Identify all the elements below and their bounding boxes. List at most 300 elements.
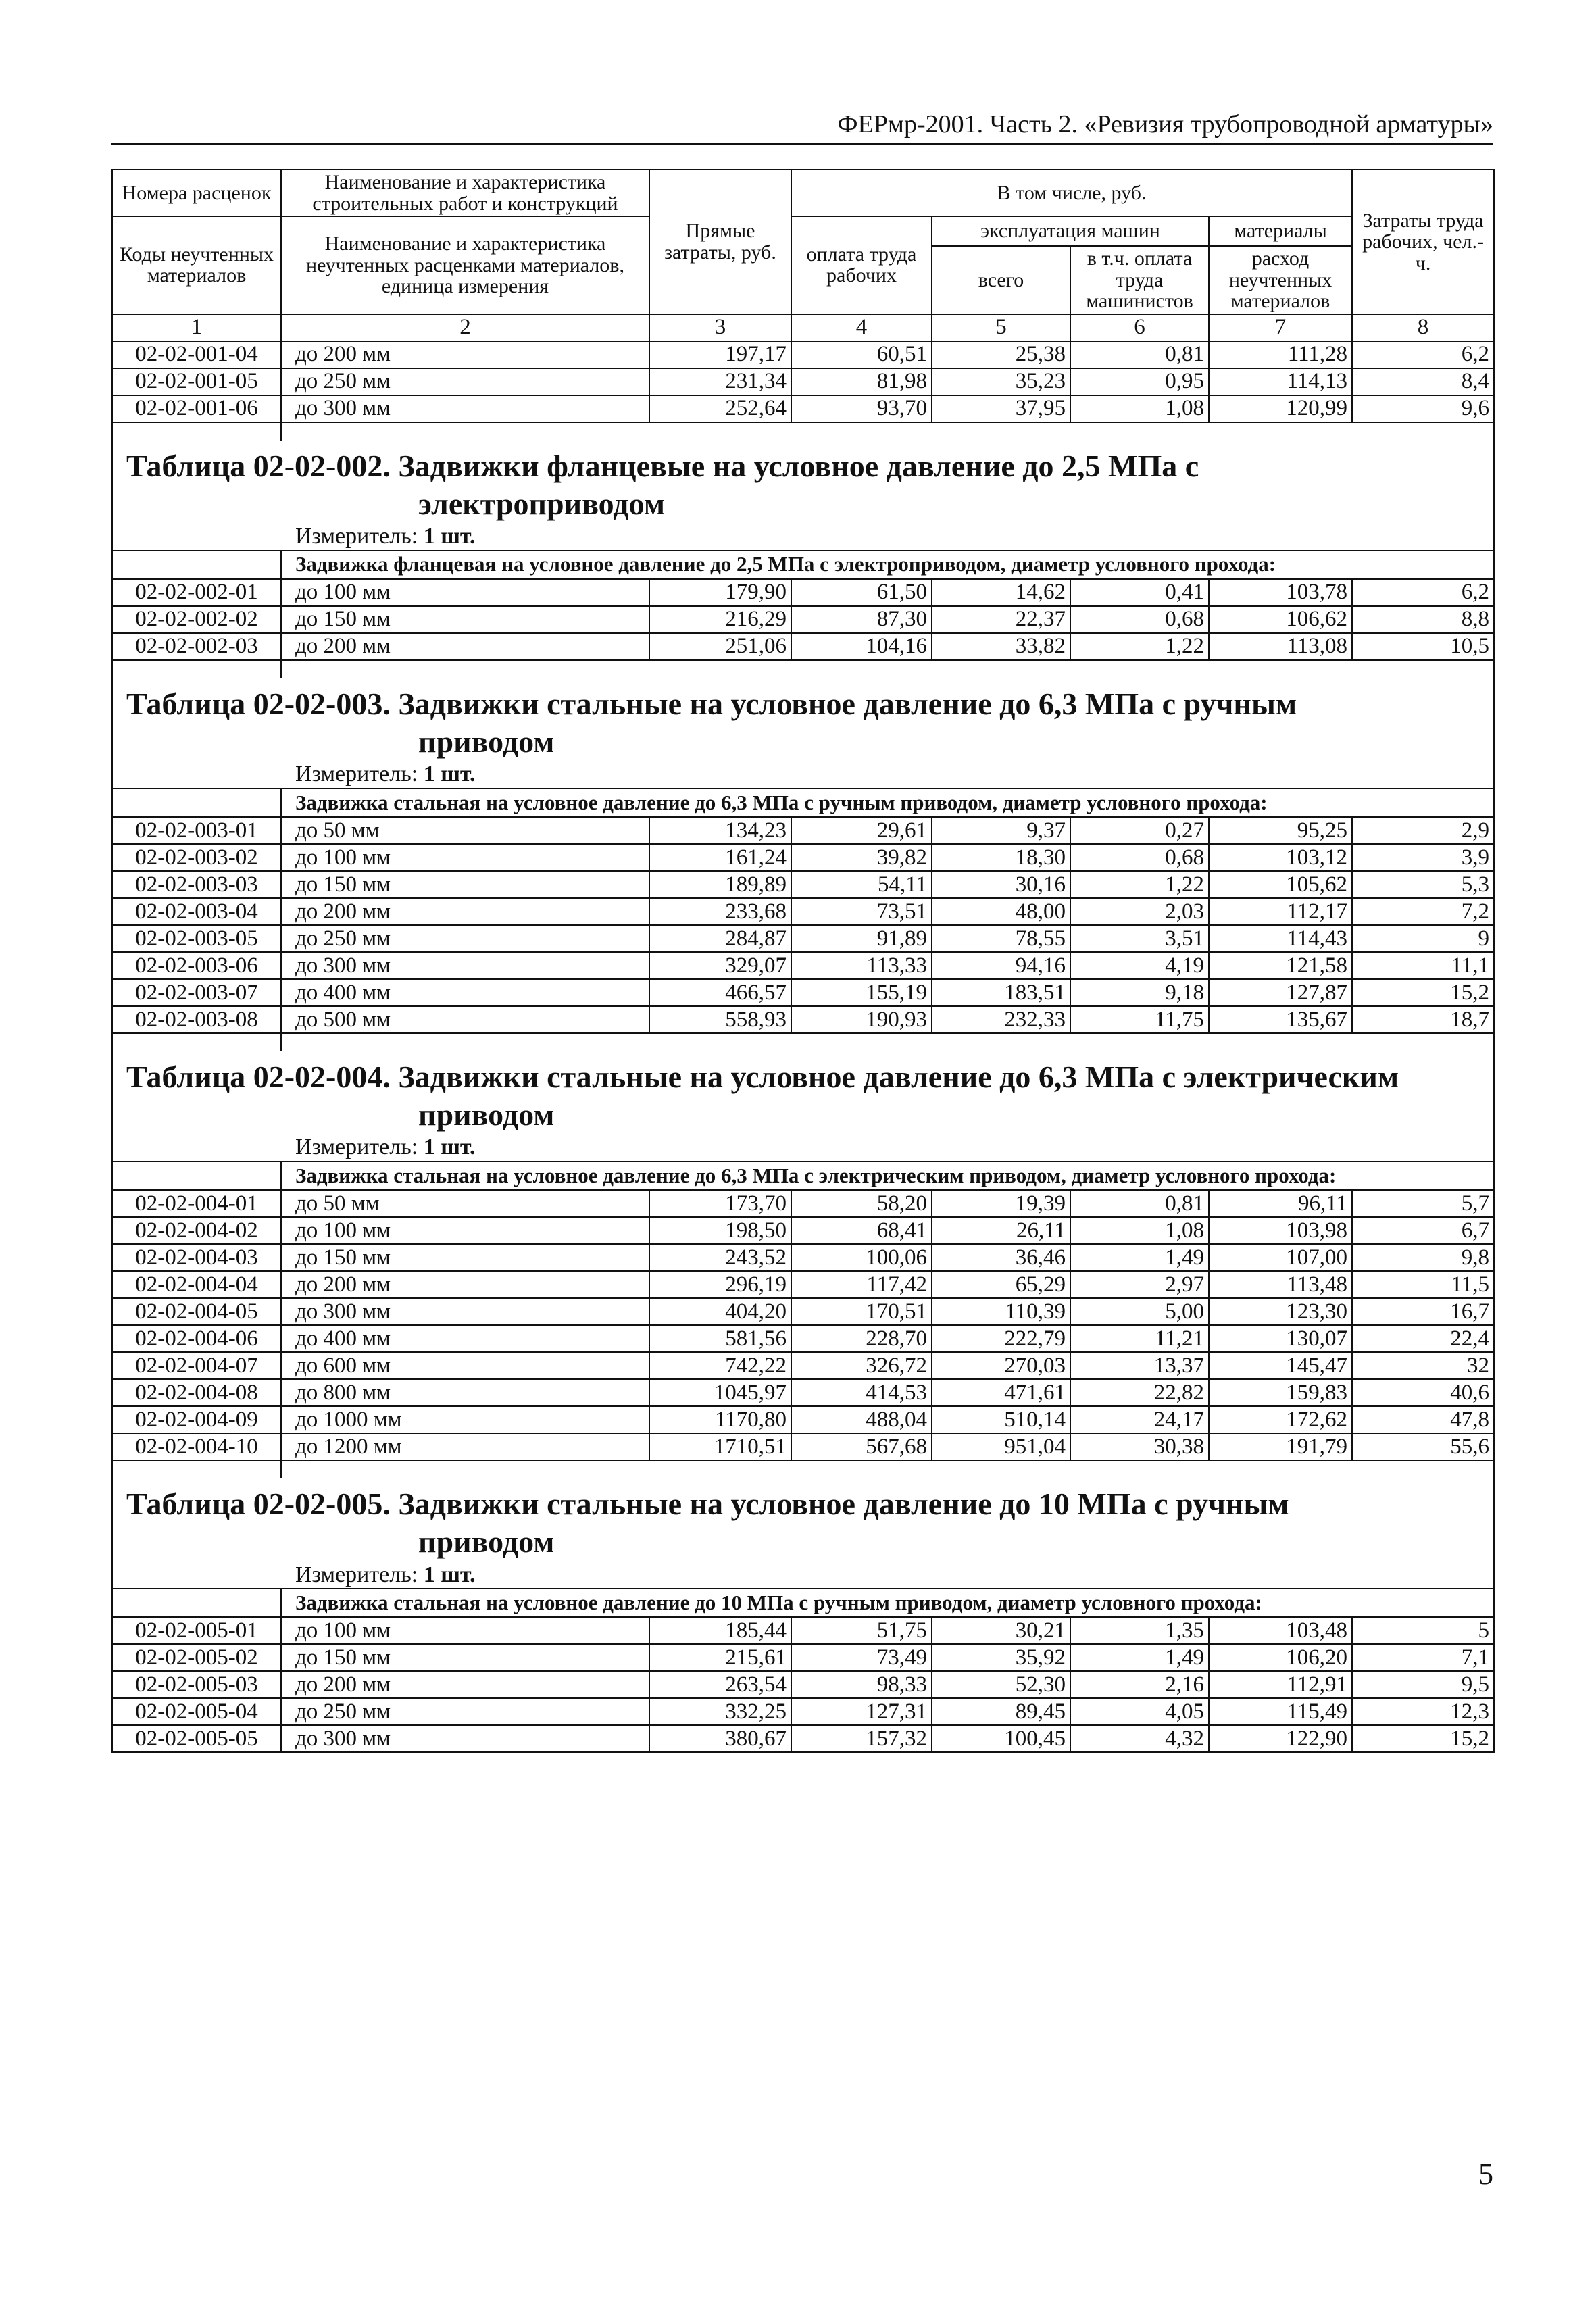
value-cell: 24,17 — [1070, 1406, 1209, 1433]
value-cell: 4,32 — [1070, 1725, 1209, 1752]
value-cell: 106,20 — [1209, 1644, 1352, 1671]
item-name: до 200 мм — [281, 1271, 649, 1298]
item-name: до 200 мм — [281, 633, 649, 660]
measure-unit — [112, 1134, 1494, 1162]
table-row — [112, 579, 1494, 606]
value-cell: 1710,51 — [649, 1433, 791, 1460]
value-cell: 25,38 — [932, 341, 1070, 368]
table-row — [112, 368, 1494, 395]
column-number: 5 — [932, 314, 1070, 341]
item-name: до 600 мм — [281, 1352, 649, 1379]
value-cell: 4,05 — [1070, 1698, 1209, 1725]
value-cell: 121,58 — [1209, 952, 1352, 979]
value-cell: 263,54 — [649, 1671, 791, 1698]
value-cell: 222,79 — [932, 1325, 1070, 1352]
table-title-line1: Таблица 02-02-005. Задвижки стальные на условное давление до 10 МПа с ручным — [126, 1487, 1289, 1522]
table-title-row — [112, 441, 1494, 523]
value-cell: 414,53 — [791, 1379, 932, 1406]
rate-code: 02-02-002-03 — [112, 633, 281, 660]
value-cell: 742,22 — [649, 1352, 791, 1379]
column-numbers-row — [112, 314, 1494, 341]
value-cell: 0,68 — [1070, 606, 1209, 633]
table-row — [112, 1006, 1494, 1033]
value-cell: 228,70 — [791, 1325, 932, 1352]
value-cell: 558,93 — [649, 1006, 791, 1033]
value-cell: 1,35 — [1070, 1617, 1209, 1644]
value-cell: 1,08 — [1070, 395, 1209, 422]
value-cell: 8,4 — [1352, 368, 1494, 395]
item-name: до 150 мм — [281, 1644, 649, 1671]
rate-code: 02-02-003-03 — [112, 871, 281, 898]
value-cell: 11,75 — [1070, 1006, 1209, 1033]
rate-code: 02-02-003-07 — [112, 979, 281, 1006]
table-row — [112, 395, 1494, 422]
item-name: до 50 мм — [281, 1190, 649, 1217]
description-row — [112, 551, 1494, 579]
header-material-consumption: расход неучтенных материалов — [1209, 246, 1352, 314]
value-cell: 18,7 — [1352, 1006, 1494, 1033]
value-cell: 89,45 — [932, 1698, 1070, 1725]
table-row — [112, 606, 1494, 633]
value-cell: 98,33 — [791, 1671, 932, 1698]
value-cell: 106,62 — [1209, 606, 1352, 633]
value-cell: 190,93 — [791, 1006, 932, 1033]
value-cell: 183,51 — [932, 979, 1070, 1006]
value-cell: 36,46 — [932, 1244, 1070, 1271]
table-title — [112, 441, 1494, 523]
item-name: до 300 мм — [281, 395, 649, 422]
table-row — [112, 1190, 1494, 1217]
value-cell: 9,37 — [932, 817, 1070, 844]
value-cell: 55,6 — [1352, 1433, 1494, 1460]
value-cell: 114,43 — [1209, 925, 1352, 952]
description-spacer — [112, 1162, 281, 1190]
value-cell: 1,22 — [1070, 633, 1209, 660]
value-cell: 326,72 — [791, 1352, 932, 1379]
description-spacer — [112, 551, 281, 579]
value-cell: 567,68 — [791, 1433, 932, 1460]
value-cell: 107,00 — [1209, 1244, 1352, 1271]
value-cell: 6,2 — [1352, 579, 1494, 606]
value-cell: 29,61 — [791, 817, 932, 844]
item-name: до 1000 мм — [281, 1406, 649, 1433]
value-cell: 5 — [1352, 1617, 1494, 1644]
value-cell: 14,62 — [932, 579, 1070, 606]
page-number: 5 — [1478, 2158, 1493, 2191]
value-cell: 6,7 — [1352, 1217, 1494, 1244]
column-number: 1 — [112, 314, 281, 341]
header-machine-operation: эксплуатация машин — [932, 216, 1209, 246]
value-cell: 73,49 — [791, 1644, 932, 1671]
table-row — [112, 898, 1494, 925]
value-cell: 19,39 — [932, 1190, 1070, 1217]
value-cell: 16,7 — [1352, 1298, 1494, 1325]
rate-code: 02-02-003-06 — [112, 952, 281, 979]
table-row — [112, 1244, 1494, 1271]
table-row — [112, 1271, 1494, 1298]
value-cell: 155,19 — [791, 979, 932, 1006]
value-cell: 9,8 — [1352, 1244, 1494, 1271]
table-title-row — [112, 1051, 1494, 1134]
header-labor-pay: оплата труда рабочих — [791, 216, 932, 314]
header-worker-labor: Затраты труда рабочих, чел.-ч. — [1352, 170, 1494, 314]
value-cell: 130,07 — [1209, 1325, 1352, 1352]
value-cell: 296,19 — [649, 1271, 791, 1298]
gap-cell-right — [281, 422, 1494, 441]
value-cell: 251,06 — [649, 633, 791, 660]
gap-cell-right — [281, 1460, 1494, 1478]
table-row — [112, 925, 1494, 952]
section-gap — [112, 1460, 1494, 1478]
value-cell: 0,68 — [1070, 844, 1209, 871]
value-cell: 113,33 — [791, 952, 932, 979]
value-cell: 5,7 — [1352, 1190, 1494, 1217]
item-name: до 200 мм — [281, 898, 649, 925]
value-cell: 6,2 — [1352, 341, 1494, 368]
column-number: 6 — [1070, 314, 1209, 341]
value-cell: 100,45 — [932, 1725, 1070, 1752]
table-row — [112, 952, 1494, 979]
table-row — [112, 1217, 1494, 1244]
item-name: до 500 мм — [281, 1006, 649, 1033]
measure-unit — [112, 1561, 1494, 1589]
section-gap — [112, 1033, 1494, 1051]
value-cell: 127,31 — [791, 1698, 932, 1725]
item-name: до 250 мм — [281, 1698, 649, 1725]
header-including: В том числе, руб. — [791, 170, 1352, 216]
value-cell: 2,97 — [1070, 1271, 1209, 1298]
value-cell: 185,44 — [649, 1617, 791, 1644]
value-cell: 91,89 — [791, 925, 932, 952]
value-cell: 15,2 — [1352, 1725, 1494, 1752]
value-cell: 35,23 — [932, 368, 1070, 395]
item-name: до 1200 мм — [281, 1433, 649, 1460]
table-title-line2: электроприводом — [418, 486, 666, 521]
value-cell: 122,90 — [1209, 1725, 1352, 1752]
item-name: до 100 мм — [281, 1217, 649, 1244]
value-cell: 61,50 — [791, 579, 932, 606]
value-cell: 54,11 — [791, 871, 932, 898]
item-name: до 200 мм — [281, 341, 649, 368]
gap-cell-right — [281, 1033, 1494, 1051]
header-material-codes: Коды неучтенных материалов — [112, 216, 281, 314]
column-number: 4 — [791, 314, 932, 341]
value-cell: 123,30 — [1209, 1298, 1352, 1325]
value-cell: 581,56 — [649, 1325, 791, 1352]
value-cell: 48,00 — [932, 898, 1070, 925]
value-cell: 120,99 — [1209, 395, 1352, 422]
value-cell: 3,9 — [1352, 844, 1494, 871]
table-row — [112, 1379, 1494, 1406]
value-cell: 113,08 — [1209, 633, 1352, 660]
value-cell: 60,51 — [791, 341, 932, 368]
header-machines-total: всего — [932, 246, 1070, 314]
value-cell: 1170,80 — [649, 1406, 791, 1433]
description-spacer — [112, 1589, 281, 1617]
value-cell: 4,19 — [1070, 952, 1209, 979]
value-cell: 12,3 — [1352, 1698, 1494, 1725]
value-cell: 13,37 — [1070, 1352, 1209, 1379]
value-cell: 233,68 — [649, 898, 791, 925]
measure-row — [112, 523, 1494, 551]
value-cell: 329,07 — [649, 952, 791, 979]
table-row — [112, 1698, 1494, 1725]
value-cell: 26,11 — [932, 1217, 1070, 1244]
value-cell: 9,5 — [1352, 1671, 1494, 1698]
value-cell: 231,34 — [649, 368, 791, 395]
value-cell: 37,95 — [932, 395, 1070, 422]
value-cell: 73,51 — [791, 898, 932, 925]
rate-code: 02-02-004-09 — [112, 1406, 281, 1433]
table-title-row — [112, 1478, 1494, 1561]
item-name: до 400 мм — [281, 979, 649, 1006]
table-title-line1: Таблица 02-02-004. Задвижки стальные на условное давление до 6,3 МПа с электрическим — [126, 1059, 1399, 1094]
value-cell: 145,47 — [1209, 1352, 1352, 1379]
table-title-line1: Таблица 02-02-002. Задвижки фланцевые на условное давление до 2,5 МПа с — [126, 448, 1199, 483]
value-cell: 332,25 — [649, 1698, 791, 1725]
table-row — [112, 1406, 1494, 1433]
value-cell: 159,83 — [1209, 1379, 1352, 1406]
value-cell: 179,90 — [649, 579, 791, 606]
table-row — [112, 341, 1494, 368]
value-cell: 9,18 — [1070, 979, 1209, 1006]
value-cell: 7,2 — [1352, 898, 1494, 925]
value-cell: 30,21 — [932, 1617, 1070, 1644]
value-cell: 127,87 — [1209, 979, 1352, 1006]
value-cell: 488,04 — [791, 1406, 932, 1433]
rate-code: 02-02-004-04 — [112, 1271, 281, 1298]
gap-cell-right — [281, 660, 1494, 678]
table-title — [112, 1478, 1494, 1561]
value-cell: 7,1 — [1352, 1644, 1494, 1671]
value-cell: 103,48 — [1209, 1617, 1352, 1644]
value-cell: 18,30 — [932, 844, 1070, 871]
value-cell: 198,50 — [649, 1217, 791, 1244]
section-gap — [112, 660, 1494, 678]
column-number: 7 — [1209, 314, 1352, 341]
table-row — [112, 1671, 1494, 1698]
item-name: до 150 мм — [281, 1244, 649, 1271]
value-cell: 113,48 — [1209, 1271, 1352, 1298]
table-title-line2: приводом — [418, 724, 555, 759]
value-cell: 9,6 — [1352, 395, 1494, 422]
value-cell: 189,89 — [649, 871, 791, 898]
table-title — [112, 1051, 1494, 1134]
rate-code: 02-02-002-01 — [112, 579, 281, 606]
value-cell: 103,78 — [1209, 579, 1352, 606]
description-row — [112, 1589, 1494, 1617]
value-cell: 22,82 — [1070, 1379, 1209, 1406]
value-cell: 30,16 — [932, 871, 1070, 898]
value-cell: 110,39 — [932, 1298, 1070, 1325]
value-cell: 284,87 — [649, 925, 791, 952]
value-cell: 157,32 — [791, 1725, 932, 1752]
table-row — [112, 1617, 1494, 1644]
value-cell: 39,82 — [791, 844, 932, 871]
table-description: Задвижка фланцевая на условное давление до 2,5 МПа с электроприводом, диаметр условного прохода: — [281, 551, 1494, 579]
value-cell: 252,64 — [649, 395, 791, 422]
value-cell: 111,28 — [1209, 341, 1352, 368]
rates-sheet — [111, 169, 1495, 1753]
rate-code: 02-02-004-10 — [112, 1433, 281, 1460]
value-cell: 2,16 — [1070, 1671, 1209, 1698]
value-cell: 95,25 — [1209, 817, 1352, 844]
value-cell: 471,61 — [932, 1379, 1070, 1406]
measure-label: Измеритель: — [295, 1562, 418, 1587]
measure-value: 1 шт. — [423, 1135, 476, 1160]
rate-code: 02-02-005-03 — [112, 1671, 281, 1698]
table-row — [112, 1644, 1494, 1671]
table-row — [112, 1325, 1494, 1352]
measure-label: Измеритель: — [295, 762, 418, 787]
value-cell: 78,55 — [932, 925, 1070, 952]
value-cell: 5,00 — [1070, 1298, 1209, 1325]
header-operator-pay: в т.ч. оплата труда машинистов — [1070, 246, 1209, 314]
header-direct-costs: Прямые затраты, руб. — [649, 170, 791, 314]
value-cell: 1,08 — [1070, 1217, 1209, 1244]
table-description: Задвижка стальная на условное давление до 6,3 МПа с электрическим приводом, диаметр условного прохода: — [281, 1162, 1494, 1190]
value-cell: 114,13 — [1209, 368, 1352, 395]
value-cell: 58,20 — [791, 1190, 932, 1217]
measure-label: Измеритель: — [295, 1135, 418, 1160]
table-row — [112, 844, 1494, 871]
rate-code: 02-02-004-06 — [112, 1325, 281, 1352]
rate-code: 02-02-005-02 — [112, 1644, 281, 1671]
rate-code: 02-02-004-08 — [112, 1379, 281, 1406]
value-cell: 216,29 — [649, 606, 791, 633]
rate-code: 02-02-005-01 — [112, 1617, 281, 1644]
value-cell: 0,41 — [1070, 579, 1209, 606]
value-cell: 11,21 — [1070, 1325, 1209, 1352]
item-name: до 800 мм — [281, 1379, 649, 1406]
item-name: до 300 мм — [281, 1298, 649, 1325]
gap-cell-left — [112, 422, 281, 441]
table-row — [112, 1725, 1494, 1752]
value-cell: 1,49 — [1070, 1244, 1209, 1271]
value-cell: 404,20 — [649, 1298, 791, 1325]
header-materials-group: материалы — [1209, 216, 1352, 246]
rate-code: 02-02-001-06 — [112, 395, 281, 422]
header-work-name: Наименование и характеристика строительных работ и конструкций — [281, 170, 649, 216]
measure-row — [112, 1134, 1494, 1162]
value-cell: 105,62 — [1209, 871, 1352, 898]
value-cell: 30,38 — [1070, 1433, 1209, 1460]
measure-value: 1 шт. — [423, 762, 476, 787]
rate-code: 02-02-003-01 — [112, 817, 281, 844]
value-cell: 510,14 — [932, 1406, 1070, 1433]
table-row — [112, 817, 1494, 844]
value-cell: 2,03 — [1070, 898, 1209, 925]
table-title-line2: приводом — [418, 1524, 555, 1560]
measure-value: 1 шт. — [423, 1562, 476, 1587]
measure-row — [112, 761, 1494, 789]
table-title-line2: приводом — [418, 1097, 555, 1132]
measure-value: 1 шт. — [423, 523, 476, 549]
value-cell: 161,24 — [649, 844, 791, 871]
value-cell: 51,75 — [791, 1617, 932, 1644]
value-cell: 3,51 — [1070, 925, 1209, 952]
table-title-line1: Таблица 02-02-003. Задвижки стальные на условное давление до 6,3 МПа с ручным — [126, 686, 1297, 721]
value-cell: 191,79 — [1209, 1433, 1352, 1460]
item-name: до 100 мм — [281, 579, 649, 606]
item-name: до 100 мм — [281, 1617, 649, 1644]
item-name: до 300 мм — [281, 952, 649, 979]
value-cell: 232,33 — [932, 1006, 1070, 1033]
measure-unit — [112, 761, 1494, 789]
value-cell: 81,98 — [791, 368, 932, 395]
item-name: до 400 мм — [281, 1325, 649, 1352]
value-cell: 10,5 — [1352, 633, 1494, 660]
description-spacer — [112, 789, 281, 817]
table-description: Задвижка стальная на условное давление до 6,3 МПа с ручным приводом, диаметр условного прохода: — [281, 789, 1494, 817]
rate-code: 02-02-004-02 — [112, 1217, 281, 1244]
value-cell: 11,5 — [1352, 1271, 1494, 1298]
value-cell: 0,95 — [1070, 368, 1209, 395]
value-cell: 112,17 — [1209, 898, 1352, 925]
item-name: до 50 мм — [281, 817, 649, 844]
rate-code: 02-02-003-02 — [112, 844, 281, 871]
value-cell: 11,1 — [1352, 952, 1494, 979]
column-number: 8 — [1352, 314, 1494, 341]
table-title-row — [112, 678, 1494, 761]
value-cell: 15,2 — [1352, 979, 1494, 1006]
value-cell: 96,11 — [1209, 1190, 1352, 1217]
value-cell: 1045,97 — [649, 1379, 791, 1406]
value-cell: 65,29 — [932, 1271, 1070, 1298]
value-cell: 0,27 — [1070, 817, 1209, 844]
value-cell: 5,3 — [1352, 871, 1494, 898]
rate-code: 02-02-004-05 — [112, 1298, 281, 1325]
rate-code: 02-02-003-04 — [112, 898, 281, 925]
value-cell: 270,03 — [932, 1352, 1070, 1379]
column-number: 3 — [649, 314, 791, 341]
rate-code: 02-02-003-08 — [112, 1006, 281, 1033]
table-row — [112, 979, 1494, 1006]
value-cell: 2,9 — [1352, 817, 1494, 844]
column-number: 2 — [281, 314, 649, 341]
rate-code: 02-02-004-01 — [112, 1190, 281, 1217]
value-cell: 93,70 — [791, 395, 932, 422]
table-row — [112, 633, 1494, 660]
rate-code: 02-02-003-05 — [112, 925, 281, 952]
value-cell: 68,41 — [791, 1217, 932, 1244]
item-name: до 250 мм — [281, 368, 649, 395]
item-name: до 100 мм — [281, 844, 649, 871]
table-description: Задвижка стальная на условное давление до 10 МПа с ручным приводом, диаметр условного прохода: — [281, 1589, 1494, 1617]
value-cell: 32 — [1352, 1352, 1494, 1379]
value-cell: 380,67 — [649, 1725, 791, 1752]
value-cell: 117,42 — [791, 1271, 932, 1298]
value-cell: 134,23 — [649, 817, 791, 844]
value-cell: 170,51 — [791, 1298, 932, 1325]
value-cell: 135,67 — [1209, 1006, 1352, 1033]
value-cell: 103,98 — [1209, 1217, 1352, 1244]
value-cell: 0,81 — [1070, 1190, 1209, 1217]
item-name: до 150 мм — [281, 606, 649, 633]
value-cell: 33,82 — [932, 633, 1070, 660]
item-name: до 300 мм — [281, 1725, 649, 1752]
measure-label: Измеритель: — [295, 523, 418, 549]
value-cell: 172,62 — [1209, 1406, 1352, 1433]
value-cell: 243,52 — [649, 1244, 791, 1271]
measure-unit — [112, 523, 1494, 551]
header-material-name: Наименование и характеристика неучтенных расценками материалов, единица измерения — [281, 216, 649, 314]
value-cell: 22,4 — [1352, 1325, 1494, 1352]
running-header: ФЕРмр-2001. Часть 2. «Ревизия трубопроводной арматуры» — [111, 109, 1493, 145]
value-cell: 103,12 — [1209, 844, 1352, 871]
table-title — [112, 678, 1494, 761]
item-name: до 250 мм — [281, 925, 649, 952]
